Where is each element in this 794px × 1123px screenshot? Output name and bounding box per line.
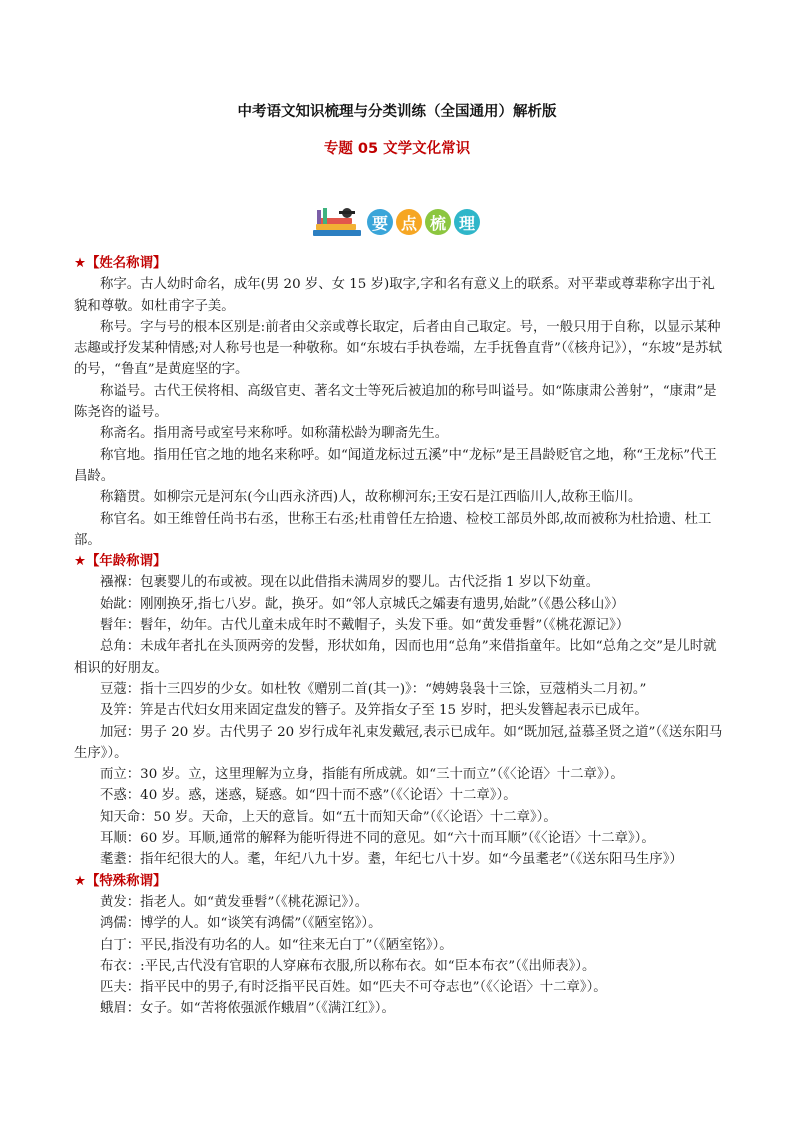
paragraph: 称籍贯。如柳宗元是河东(今山西永济西)人，故称柳河东;王安石是江西临川人,故称王临川。 <box>100 490 642 506</box>
paragraph: 白丁：平民,指没有功名的人。如“往来无白丁”（《陋室铭》）。 <box>100 937 453 953</box>
paragraph: 襁褓：包裹婴儿的布或被。现在以此借指未满周岁的婴儿。古代泛指 1 岁以下幼童。 <box>100 575 600 591</box>
paragraph: 黄发：指老人。如“黄发垂髫”（《桃花源记》）。 <box>100 894 369 910</box>
paragraph: 耳顺：60 岁。耳顺,通常的解释为能听得进不同的意见。如“六十而耳顺”（《〈论语〉十二章》）。 <box>100 831 655 847</box>
badge-char-4: 理 <box>454 209 480 235</box>
section-special <box>74 871 726 1020</box>
badge-char-3: 梳 <box>425 209 451 235</box>
paragraph: 蛾眉：女子。如“苦将侬强派作蛾眉”（《满江红》）。 <box>100 1001 395 1017</box>
badge-characters <box>367 209 480 235</box>
paragraph: 不惑：40 岁。惑，迷惑，疑惑。如“四十而不惑”（《〈论语〉十二章》）。 <box>100 788 517 804</box>
badge-char-2: 点 <box>396 209 422 235</box>
paragraph: 称斋名。指用斋号或室号来称呼。如称蒲松龄为聊斋先生。 <box>100 426 449 442</box>
paragraph: 知天命：50 岁。天命，上天的意旨。如“五十而知天命”（《〈论语〉十二章》）。 <box>100 809 557 825</box>
paragraph: 耄耋：指年纪很大的人。耄，年纪八九十岁。耋，年纪七八十岁。如“今虽耄老”（《送东阳马生序》） <box>100 852 683 868</box>
paragraph: 匹夫：指平民中的男子,有时泛指平民百姓。如“匹夫不可夺志也”（《〈论语〉十二章》）。 <box>100 980 607 996</box>
paragraph: 称官地。指用任官之地的地名来称呼。如“闻道龙标过五溪”中“龙标”是王昌龄贬官之地，称“王龙标”代王昌龄。 <box>74 447 717 484</box>
paragraph: 及笄：笄是古代妇女用来固定盘发的簪子。及笄指女子至 15 岁时，把头发簪起表示已成年。 <box>100 703 648 719</box>
paragraph: 鸿儒：博学的人。如“谈笑有鸿儒”（《陋室铭》）。 <box>100 916 382 932</box>
paragraph: 称官名。如王维曾任尚书右丞，世称王右丞;杜甫曾任左拾遗、检校工部员外郎,故而被称为杜拾遗、杜工部。 <box>74 511 712 548</box>
paragraph: 布衣：:平民,古代没有官职的人穿麻布衣服,所以称布衣。如“臣本布衣”（《出师表》）。 <box>100 958 596 974</box>
paragraph: 始龀：刚刚换牙,指七八岁。龀，换牙。如“邻人京城氏之孀妻有遗男,始龀”（《愚公移山》） <box>100 596 625 612</box>
paragraph: 而立：30 岁。立，这里理解为立身，指能有所成就。如“三十而立”（《〈论语〉十二章》）。 <box>100 767 624 783</box>
paragraph: 豆蔻：指十三四岁的少女。如杜牧《赠别二首(其一)》：“娉娉袅袅十三馀，豆蔻梢头二月初。” <box>100 681 647 697</box>
paragraph: 加冠：男子 20 岁。古代男子 20 岁行成年礼束发戴冠,表示已成年。如“既加冠,益慕圣贤之道”（《送东阳马生序》）。 <box>74 724 723 761</box>
document-body <box>74 253 726 1020</box>
paragraph: 总角：未成年者扎在头顶两旁的发髻，形状如角，因而也用“总角”来借指童年。比如“总角之交”是儿时就相识的好朋友。 <box>74 639 717 676</box>
badge-char-1: 要 <box>367 209 393 235</box>
key-points-badge <box>311 207 480 237</box>
topic-subtitle: 专题 05 文学文化常识 <box>323 141 471 157</box>
section-ages <box>74 551 726 870</box>
section-heading: ★【姓名称谓】 <box>74 256 167 271</box>
paragraph: 称号。字与号的根本区别是:前者由父亲或尊长取定，后者由自己取定。号，一般只用于自称，以显示某种志趣或抒发某种情感;对人称号也是一种敬称。如“东坡右手执卷端，左手抚鲁直背”（《核舟记》），“东坡”是苏轼的号，“鲁直”是黄庭坚的字。 <box>74 319 722 378</box>
section-heading: ★【特殊称谓】 <box>74 873 167 889</box>
paragraph: 髫年：髫年，幼年。古代儿童未成年时不戴帽子，头发下垂。如“黄发垂髫”（《桃花源记》） <box>100 618 630 634</box>
document-title: 中考语文知识梳理与分类训练（全国通用）解析版 <box>237 104 557 120</box>
section-heading: ★【年龄称谓】 <box>74 554 167 570</box>
section-names <box>74 253 726 551</box>
paragraph: 称谥号。古代王侯将相、高级官吏、著名文士等死后被追加的称号叫谥号。如“陈康肃公善射”，“康肃”是陈尧咨的谥号。 <box>74 383 717 421</box>
books-illustration-icon <box>311 206 363 238</box>
paragraph: 称字。古人幼时命名，成年(男 20 岁、女 15 岁)取字,字和名有意义上的联系。对平辈或尊辈称字出于礼貌和尊敬。如杜甫字子美。 <box>74 277 715 314</box>
